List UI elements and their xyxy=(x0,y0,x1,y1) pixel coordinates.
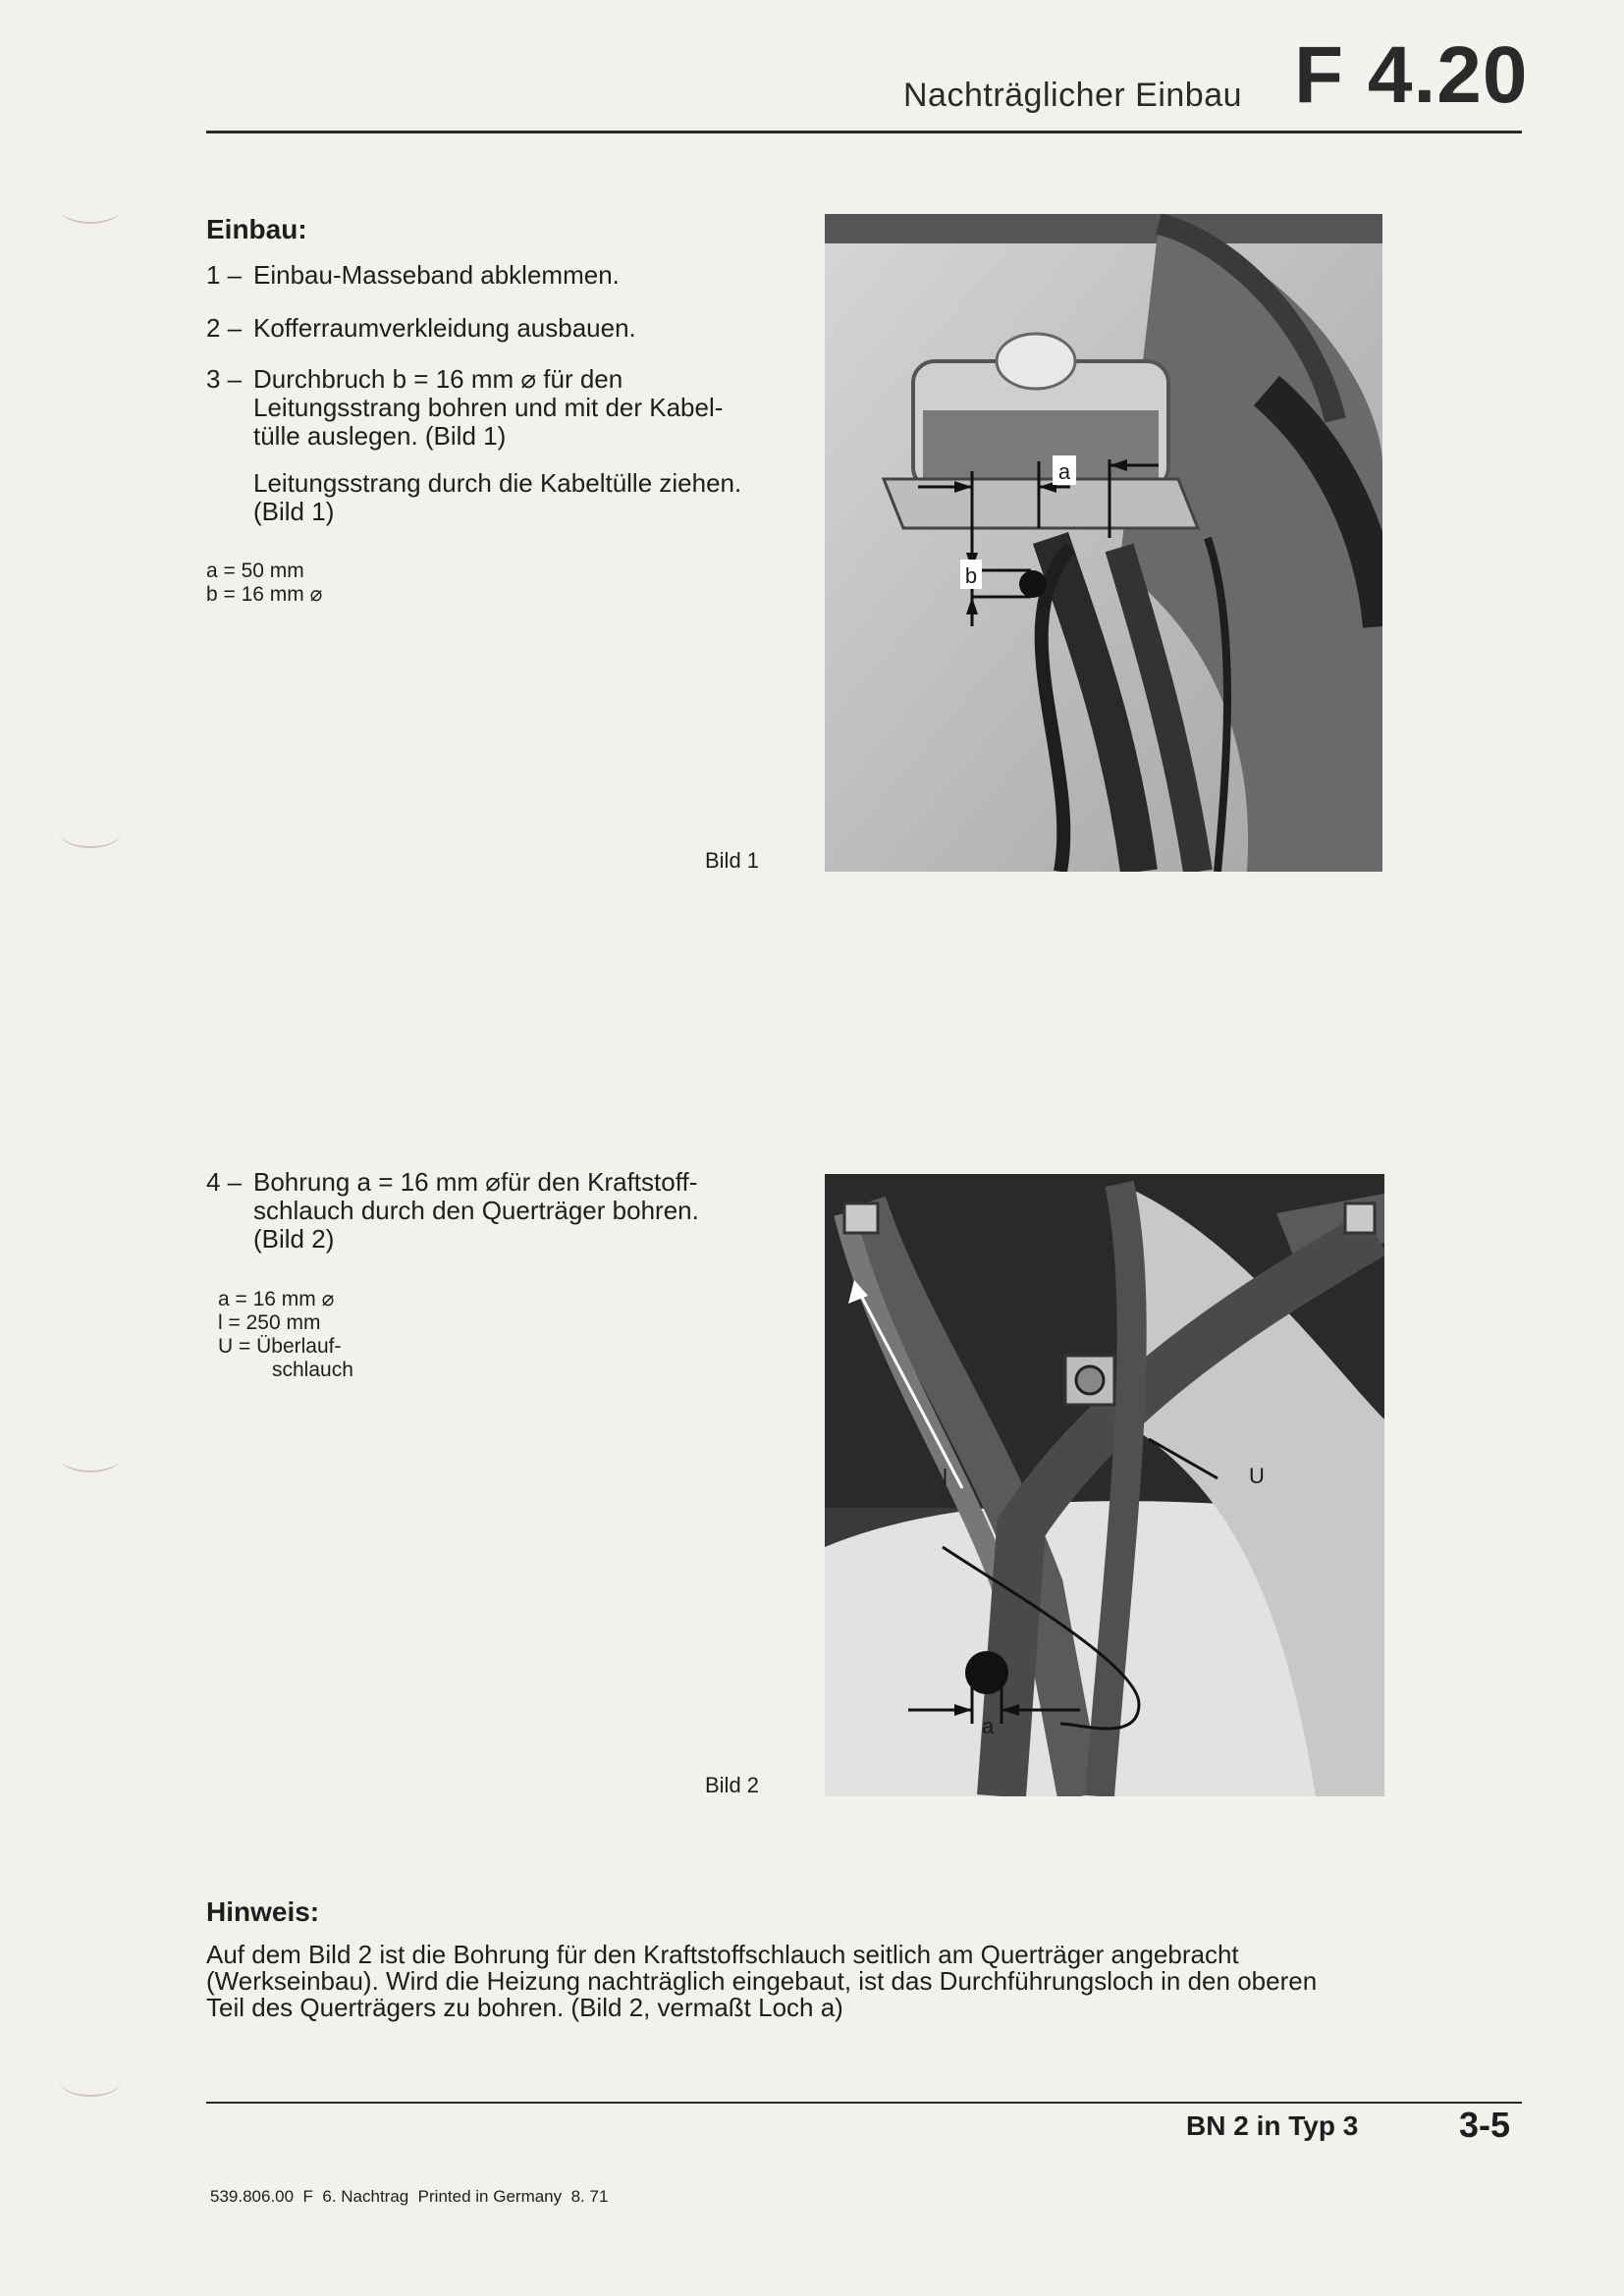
dimension-a: a = 50 mm xyxy=(206,560,304,582)
punch-mark xyxy=(61,821,120,848)
imprint: 539.806.00 F 6. Nachtrag Printed in Germany 8. 71 xyxy=(210,2187,609,2206)
hinweis-text xyxy=(206,1942,1384,2021)
punch-mark xyxy=(61,1445,120,1472)
step-number: 3 – xyxy=(206,364,243,394)
step-4 xyxy=(206,1168,815,1254)
step-text-line: schlauch durch den Querträger bohren. xyxy=(253,1196,699,1225)
step-text: Kofferraumverkleidung ausbauen. xyxy=(253,313,636,343)
step-text-line: tülle auslegen. (Bild 1) xyxy=(253,421,507,451)
dimension-list xyxy=(206,560,322,607)
punch-mark xyxy=(61,2069,120,2097)
dimension-a: a = 16 mm ⌀ xyxy=(218,1288,335,1310)
step-text-line: (Bild 2) xyxy=(253,1224,335,1254)
hinweis-heading: Hinweis: xyxy=(206,1896,320,1927)
figure-1-label-b: b xyxy=(964,563,978,588)
step-number: 2 – xyxy=(206,313,243,343)
figure-2-label-a: a xyxy=(982,1714,995,1738)
einbau-heading: Einbau: xyxy=(206,214,307,244)
dimension-u: U = Überlauf- xyxy=(218,1335,342,1358)
figure-2-label-u: U xyxy=(1249,1464,1265,1488)
dimension-b: b = 16 mm ⌀ xyxy=(206,583,323,606)
punch-mark xyxy=(61,196,120,224)
footer-rule xyxy=(206,2102,1522,2104)
step-3-sub xyxy=(206,469,776,526)
sub-text-line: Leitungsstrang durch die Kabeltülle ziehen. xyxy=(253,468,742,498)
figure-2-caption: Bild 2 xyxy=(705,1773,760,1797)
header-rule xyxy=(206,131,1522,133)
hinweis-line: Auf dem Bild 2 ist die Bohrung für den Kraftstoffschlauch seitlich am Querträger angebracht xyxy=(206,1940,1239,1969)
hinweis-line: (Werkseinbau). Wird die Heizung nachträglich eingebaut, ist das Durchführungsloch in den oberen xyxy=(206,1966,1318,1996)
step-number: 1 – xyxy=(206,260,243,290)
step-3 xyxy=(206,365,776,451)
step-1 xyxy=(206,261,776,290)
figure-2-label-l: l xyxy=(943,1465,947,1489)
model-label: BN 2 in Typ 3 xyxy=(1186,2110,1359,2141)
dimension-l: l = 250 mm xyxy=(218,1311,321,1334)
figure-1-caption: Bild 1 xyxy=(705,848,760,873)
step-number: 4 – xyxy=(206,1167,243,1197)
dimension-u-cont: schlauch xyxy=(272,1359,353,1381)
hinweis-line: Teil des Querträgers zu bohren. (Bild 2, vermaßt Loch a) xyxy=(206,1993,843,2022)
figure-1-label-a: a xyxy=(1057,459,1071,484)
figure-1-photo xyxy=(825,214,1382,872)
step-text: Einbau-Masseband abklemmen. xyxy=(253,260,620,290)
section-code: F 4.20 xyxy=(1294,30,1529,120)
sub-text-line: (Bild 1) xyxy=(253,497,335,526)
dimension-list xyxy=(218,1288,353,1382)
step-text-line: Durchbruch b = 16 mm ⌀ für den xyxy=(253,364,623,394)
page-title: Nachträglicher Einbau xyxy=(903,77,1243,114)
figure-2-photo xyxy=(825,1174,1384,1796)
step-text-line: Bohrung a = 16 mm ⌀für den Kraftstoff- xyxy=(253,1167,698,1197)
step-text-line: Leitungsstrang bohren und mit der Kabel- xyxy=(253,393,724,422)
page-number: 3-5 xyxy=(1459,2105,1511,2145)
step-2 xyxy=(206,314,776,343)
